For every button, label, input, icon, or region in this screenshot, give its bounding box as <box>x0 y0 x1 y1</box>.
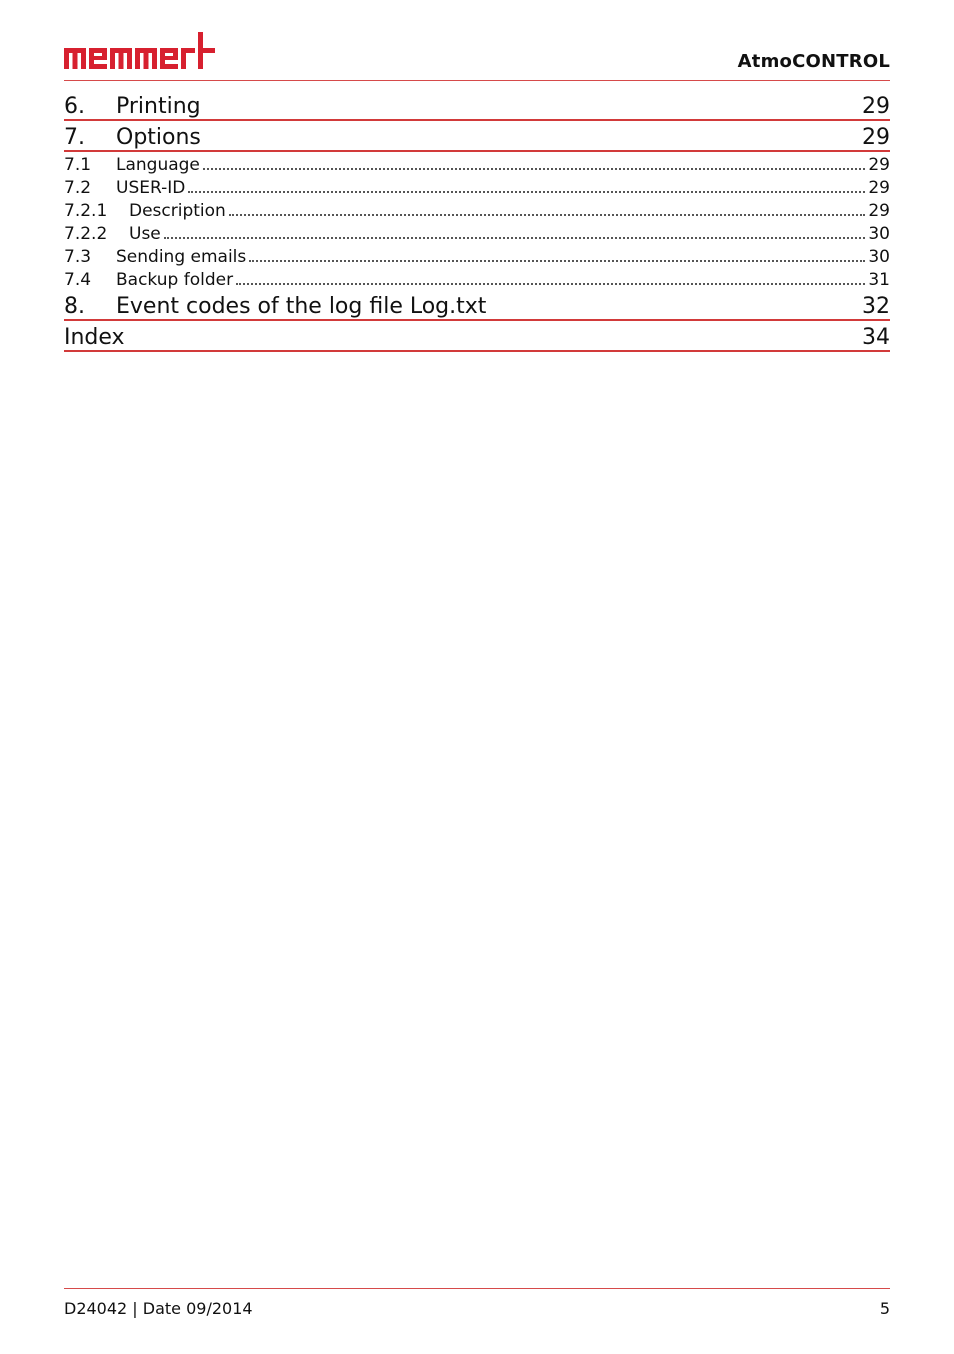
memmert-logo-mark <box>64 30 216 72</box>
toc-entry-title: Index <box>64 325 125 350</box>
toc-entry-title: Backup folder <box>116 270 234 290</box>
toc-entry-page: 34 <box>862 325 890 350</box>
toc-entry[interactable] <box>64 152 890 175</box>
product-name: AtmoCONTROL <box>737 51 890 72</box>
toc-dot-leader <box>249 260 865 262</box>
toc-entry-title: Options <box>116 125 201 150</box>
toc-entry[interactable] <box>64 244 890 267</box>
toc-entry-title: Description <box>129 201 226 221</box>
toc-entry-title: Sending emails <box>116 247 247 267</box>
toc-entry[interactable] <box>64 290 890 321</box>
toc-entry[interactable] <box>64 175 890 198</box>
toc-entry-title: Printing <box>116 94 201 119</box>
page-footer <box>64 1288 890 1318</box>
toc-entry-number: 7.2.1 <box>64 201 108 221</box>
toc-entry-number: 7.1 <box>64 155 92 175</box>
table-of-contents <box>64 90 890 352</box>
toc-dot-leader <box>236 283 865 285</box>
toc-dot-leader <box>164 237 866 239</box>
toc-entry-page: 31 <box>868 270 890 290</box>
toc-entry[interactable] <box>64 90 890 121</box>
toc-entry-title: Use <box>129 224 161 244</box>
memmert-logo <box>64 30 216 76</box>
toc-entry-number: 8. <box>64 294 85 319</box>
page-header <box>64 30 890 81</box>
toc-entry-page: 32 <box>862 294 890 319</box>
toc-dot-leader <box>229 214 866 216</box>
toc-entry-page: 30 <box>868 247 890 267</box>
toc-dot-leader <box>188 191 865 193</box>
toc-entry-number: 7.4 <box>64 270 92 290</box>
toc-entry-number: 7. <box>64 125 85 150</box>
toc-entry-title: USER-ID <box>116 178 186 198</box>
toc-entry-number: 7.2.2 <box>64 224 108 244</box>
page-number: 5 <box>879 1299 890 1318</box>
toc-entry[interactable] <box>64 121 890 152</box>
toc-dot-leader <box>203 168 865 170</box>
toc-entry[interactable] <box>64 221 890 244</box>
toc-entry-page: 29 <box>868 178 890 198</box>
toc-entry-title: Event codes of the log file Log.txt <box>116 294 487 319</box>
toc-entry-page: 29 <box>862 125 890 150</box>
toc-entry-title: Language <box>116 155 200 175</box>
document-info: D24042 | Date 09/2014 <box>64 1299 253 1318</box>
toc-entry-page: 30 <box>868 224 890 244</box>
toc-entry-page: 29 <box>868 155 890 175</box>
toc-entry-page: 29 <box>868 201 890 221</box>
toc-entry-number: 6. <box>64 94 85 119</box>
toc-entry-number: 7.3 <box>64 247 92 267</box>
toc-entry[interactable] <box>64 321 890 352</box>
toc-entry-number: 7.2 <box>64 178 92 198</box>
toc-entry-page: 29 <box>862 94 890 119</box>
toc-entry[interactable] <box>64 267 890 290</box>
toc-entry[interactable] <box>64 198 890 221</box>
